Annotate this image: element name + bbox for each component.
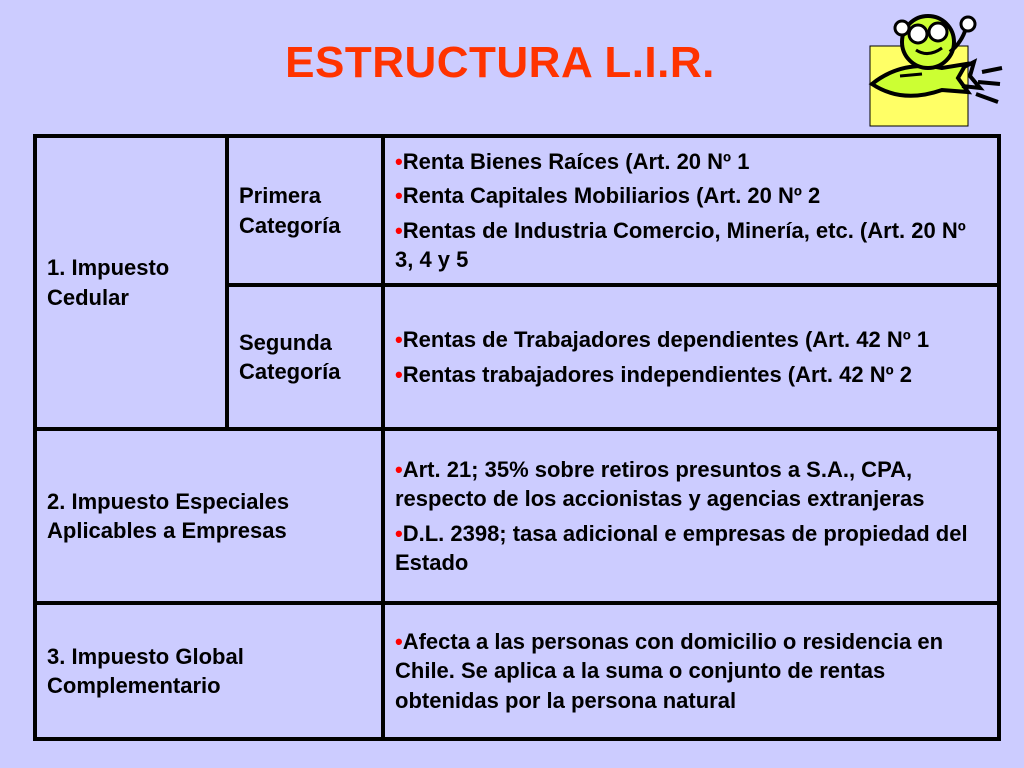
slide-title: ESTRUCTURA L.I.R. — [285, 38, 715, 87]
table-row — [35, 603, 999, 739]
items-especiales — [383, 429, 999, 603]
list-item: •Afecta a las personas con domicilio o residencia en Chile. Se aplica a la suma o conjunto de rentas obtenidas por la persona natural — [395, 629, 944, 713]
list-item: •Rentas trabajadores independientes (Art. 42 Nº 2 — [395, 361, 912, 387]
items-primera — [383, 136, 999, 285]
table-row — [35, 136, 999, 285]
list-item: •Rentas de Industria Comercio, Minería, etc. (Art. 20 Nº 3, 4 y 5 — [395, 217, 966, 272]
list-item: •Art. 21; 35% sobre retiros presuntos a S.A., CPA, respecto de los accionistas y agencias extranjeras — [395, 457, 925, 512]
cartoon-rocket-figure-icon — [862, 12, 1012, 130]
items-global — [383, 603, 999, 739]
items-segunda — [383, 285, 999, 429]
table-row — [35, 429, 999, 603]
list-item: •Renta Bienes Raíces (Art. 20 Nº 1 — [395, 149, 750, 175]
list-item: •Renta Capitales Mobiliarios (Art. 20 Nº 2 — [395, 183, 821, 209]
list-item: •Rentas de Trabajadores dependientes (Art. 42 Nº 1 — [395, 327, 930, 353]
category-primera: Primera Categoría — [227, 136, 383, 285]
lir-structure-table — [33, 134, 1001, 741]
row-label-global: 3. Impuesto Global Complementario — [35, 603, 383, 739]
list-item: •D.L. 2398; tasa adicional e empresas de propiedad del Estado — [395, 520, 968, 575]
category-segunda: Segunda Categoría — [227, 285, 383, 429]
row-label-cedular: 1. Impuesto Cedular — [35, 136, 227, 429]
row-label-especiales: 2. Impuesto Especiales Aplicables a Empresas — [35, 429, 383, 603]
